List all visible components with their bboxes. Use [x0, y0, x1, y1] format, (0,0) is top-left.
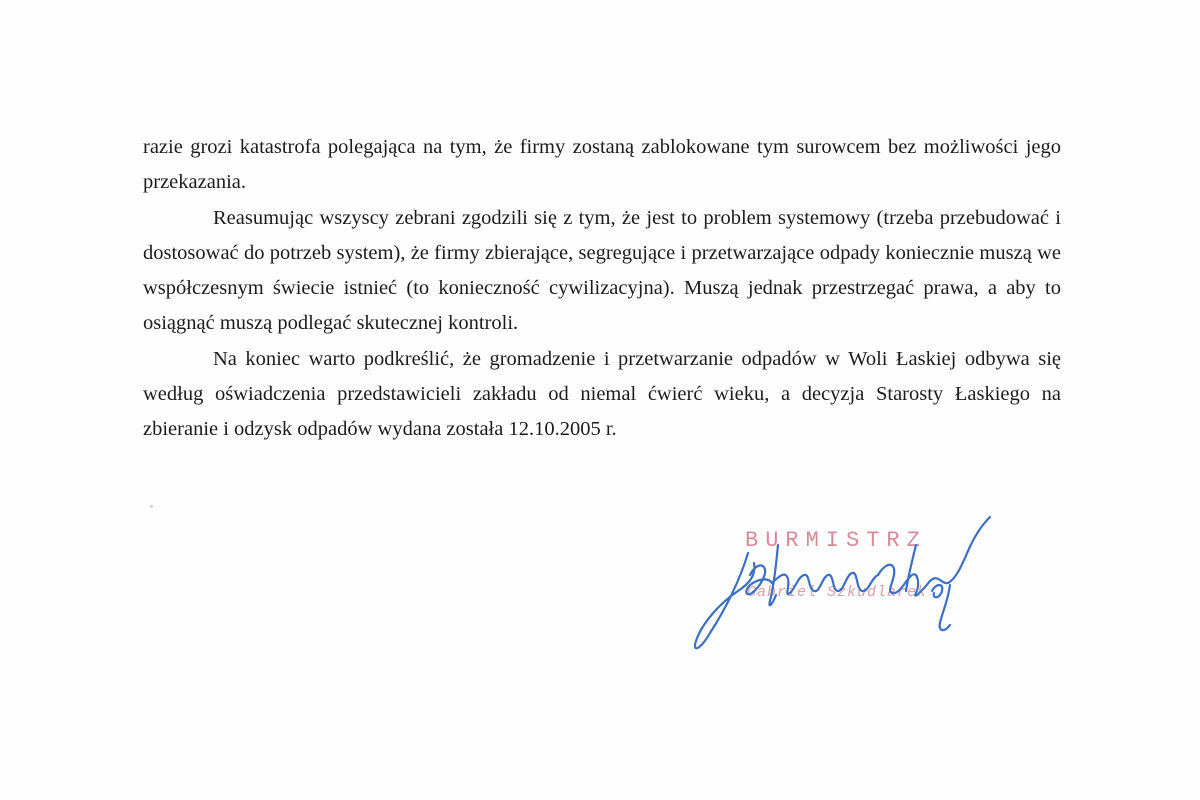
- paragraph-continued: razie grozi katastrofa polegająca na tym, że firmy zostaną zablokowane tym surowcem bez możliwości jego przekazania.: [143, 136, 1061, 194]
- paragraph-conclusion: Na koniec warto podkreślić, że gromadzenie i przetwarzanie odpadów w Woli Łaskiej odbywa się według oświadczenia przedstawicieli zakładu od niemal ćwierć wieku, a decyzja Starosty Łaskiego na zbieranie i odzysk odpadów wydana została 12.10.2005 r.: [143, 347, 1061, 441]
- stamp-name: Gabriel Szkudlarek: [747, 584, 928, 601]
- document-body: [143, 130, 1061, 448]
- scan-speck: [150, 505, 153, 508]
- handwritten-signature: [680, 505, 1010, 665]
- stamp-title: BURMISTRZ: [745, 528, 927, 553]
- paragraph-summary: Reasumując wszyscy zebrani zgodzili się z tym, że jest to problem systemowy (trzeba przebudować i dostosować do potrzeb system), że firmy zbierające, segregujące i przetwarzające odpady koniecznie muszą we współczesnym świecie istnieć (to konieczność cywilizacyjna). Muszą jednak przestrzegać prawa, a aby to osiągnąć muszą podlegać skutecznej kontroli.: [143, 206, 1061, 335]
